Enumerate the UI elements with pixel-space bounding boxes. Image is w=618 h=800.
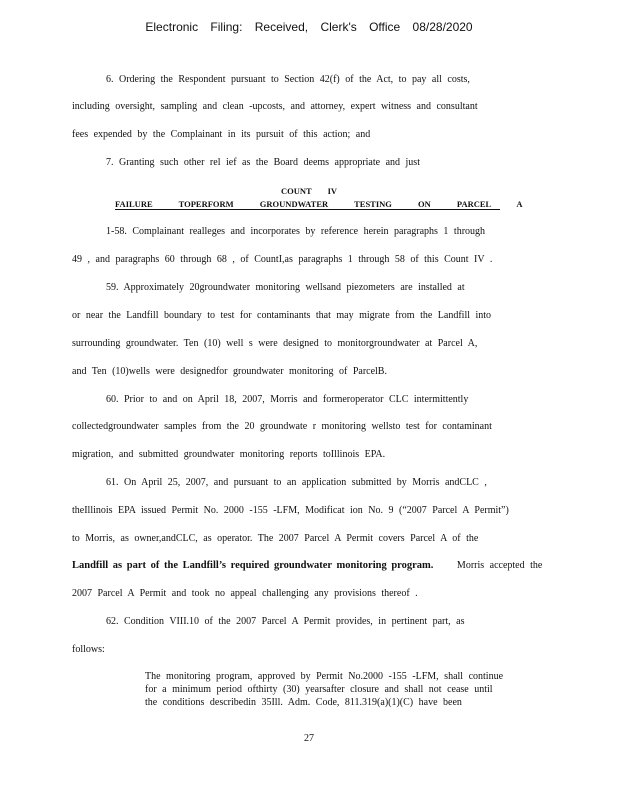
filing-header: Electronic Filing: Received, Clerk's Office 08/28/2020 [145,20,473,34]
para61-line5: 2007 Parcel A Permit and took no appeal challenging any provisions thereof . [72,588,418,599]
para59-line4: and Ten (10)wells were designedfor groundwater monitoring of ParcelB. [72,366,387,377]
para61-bold-text: Landfill as part of the Landfill’s required groundwater monitoring program. [72,560,434,571]
para59-line3: surrounding groundwater. Ten (10) well s were designed to monitorgroundwater at Parcel A, [72,338,478,349]
para60-line2: collectedgroundwater samples from the 20 groundwate r monitoring wellsto test for contaminant [72,421,492,432]
para61-line4-tail: Morris accepted the [456,560,543,571]
para158-line2: 49 , and paragraphs 60 through 68 , of CountI,as paragraphs 1 through 58 of this Count IV . [72,254,493,265]
para6-line2: including oversight, sampling and clean -upcosts, and attorney, expert witness and consultant [72,101,478,112]
page-number: 27 [304,733,314,744]
para60-line3: migration, and submitted groundwater monitoring reports toIllinois EPA. [72,449,386,460]
para61-line4 [72,560,542,572]
para6-line1: 6. Ordering the Respondent pursuant to Section 42(f) of the Act, to pay all costs, [106,74,470,85]
para60-line1: 60. Prior to and on April 18, 2007, Morris and formeroperator CLC intermittently [106,394,469,405]
para7-line1: 7. Granting such other rel ief as the Board deems appropriate and just [106,157,420,168]
quote-line2: for a minimum period ofthirty (30) yearsafter closure and shall not cease until [145,684,493,695]
quote-line3: the conditions describedin 35Ill. Adm. Code, 811.319(a)(1)(C) have been [145,697,462,708]
quote-line1: The monitoring program, approved by Permit No.2000 -155 -LFM, shall continue [145,671,504,682]
para158-line1: 1-58. Complainant realleges and incorporates by reference herein paragraphs 1 through [106,226,486,237]
para61-line1: 61. On April 25, 2007, and pursuant to an application submitted by Morris andCLC , [106,477,487,488]
para61-line3: to Morris, as owner,andCLC, as operator. The 2007 Parcel A Permit covers Parcel A of the [72,533,479,544]
para59-line2: or near the Landfill boundary to test for contaminants that may migrate from the Landfill into [72,310,492,321]
para61-line2: theIllinois EPA issued Permit No. 2000 -155 -LFM, Modificat ion No. 9 (“2007 Parcel A Permit”) [72,505,509,516]
para6-line3: fees expended by the Complainant in its pursuit of this action; and [72,129,371,140]
para59-line1: 59. Approximately 20groundwater monitoring wellsand piezometers are installed at [106,282,465,293]
count-label: COUNT IV [280,186,338,196]
count-title: FAILURE TOPERFORM GROUNDWATER TESTING ON PARCEL A [115,199,523,209]
para62-line2: follows: [72,644,105,655]
para62-line1: 62. Condition VIII.10 of the 2007 Parcel A Permit provides, in pertinent part, as [106,616,465,627]
